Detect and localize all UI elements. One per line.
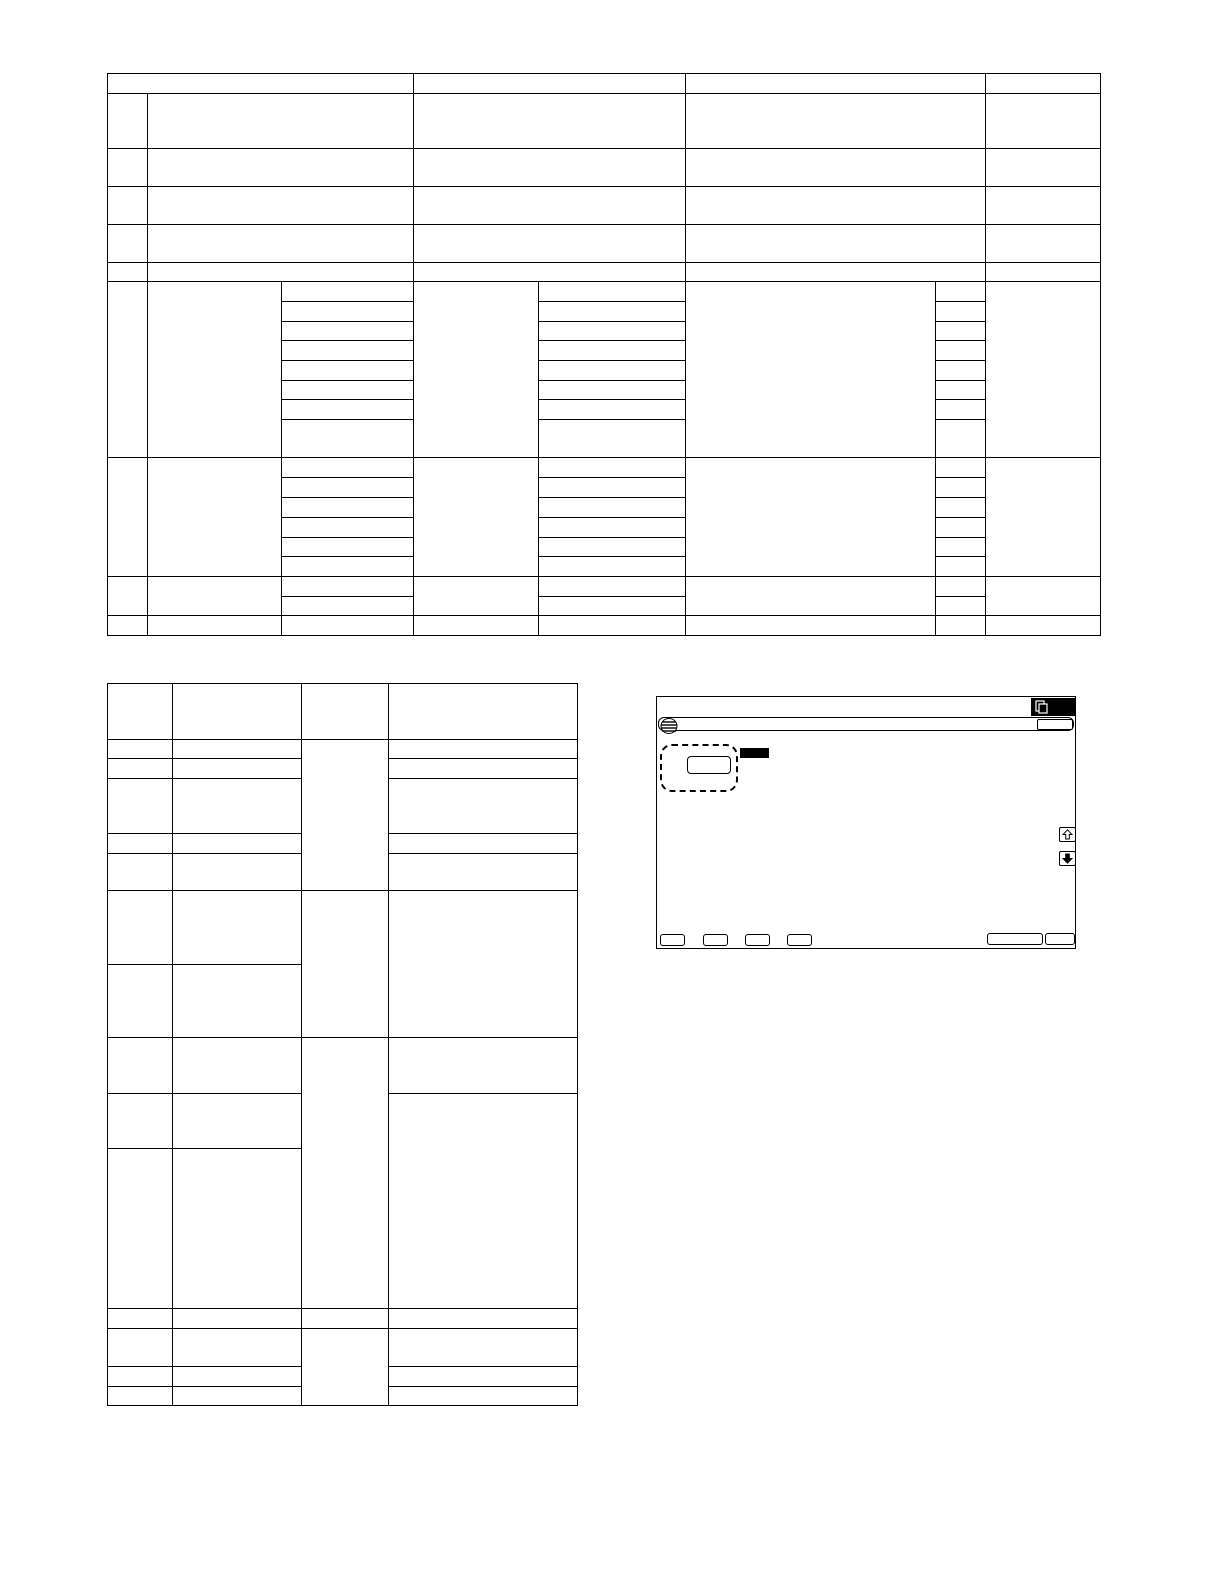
sub-rule — [538, 399, 685, 400]
bottom-table-col — [172, 683, 173, 1406]
sub-rule — [538, 340, 685, 341]
bottom-table-rule — [107, 1328, 578, 1329]
sub-rule — [538, 596, 685, 597]
sub-rule — [538, 419, 685, 420]
bottom-table-rule — [388, 1093, 578, 1094]
top-table-rule — [107, 262, 1101, 263]
footer-right-button-2[interactable] — [1045, 933, 1075, 945]
sub-rule — [935, 321, 985, 322]
bottom-table-rule — [107, 890, 578, 891]
sub-rule — [935, 596, 985, 597]
bottom-table-rule — [107, 778, 301, 779]
arrow-down-icon — [1062, 853, 1073, 864]
menu-lines-icon[interactable] — [660, 717, 678, 735]
sub-rule — [538, 537, 685, 538]
sub-rule — [281, 596, 413, 597]
panel-subheader — [658, 717, 1074, 731]
bottom-table-rule — [388, 833, 578, 834]
top-table-rule — [107, 457, 1101, 458]
sub-rule — [935, 419, 985, 420]
top-table-col — [413, 281, 414, 636]
selected-option-button[interactable] — [687, 756, 731, 774]
bottom-table — [107, 683, 578, 1406]
sub-rule — [935, 477, 985, 478]
sub-rule — [281, 517, 413, 518]
bottom-table-rule — [107, 739, 578, 740]
bottom-table-col — [301, 683, 302, 1406]
scroll-down-button[interactable] — [1059, 851, 1076, 866]
bottom-table-rule — [107, 964, 301, 965]
bottom-table-rule — [107, 1366, 301, 1367]
sub-rule — [935, 517, 985, 518]
copy-mode-icon[interactable] — [1031, 698, 1075, 716]
top-table — [107, 73, 1101, 636]
top-table-rule — [107, 186, 1101, 187]
top-table-col — [935, 281, 936, 636]
top-table-col — [281, 281, 282, 636]
bottom-table-rule — [388, 758, 578, 759]
sub-rule — [281, 399, 413, 400]
sub-rule — [935, 399, 985, 400]
footer-button-4[interactable] — [787, 934, 812, 946]
sub-rule — [281, 419, 413, 420]
sub-rule — [281, 556, 413, 557]
sub-rule — [538, 556, 685, 557]
top-table-col — [413, 73, 414, 281]
top-table-rule — [107, 281, 1101, 282]
top-table-col — [985, 73, 986, 636]
sub-rule — [281, 380, 413, 381]
sub-rule — [538, 497, 685, 498]
top-table-rule — [107, 93, 1101, 94]
bottom-table-rule — [388, 1366, 578, 1367]
footer-button-3[interactable] — [745, 934, 770, 946]
sub-rule — [935, 360, 985, 361]
sub-rule — [935, 380, 985, 381]
sub-rule — [538, 517, 685, 518]
arrow-up-icon — [1062, 829, 1073, 840]
bottom-table-rule — [388, 853, 578, 854]
sub-rule — [538, 477, 685, 478]
top-table-rule — [107, 615, 1101, 616]
control-panel-screen — [656, 696, 1076, 949]
top-table-rule — [107, 576, 1101, 577]
sub-rule — [538, 321, 685, 322]
bottom-table-rule — [107, 853, 301, 854]
sub-rule — [935, 537, 985, 538]
sub-rule — [281, 477, 413, 478]
footer-button-2[interactable] — [703, 934, 728, 946]
top-table-rule — [107, 224, 1101, 225]
bottom-table-rule — [107, 1148, 301, 1149]
subheader-right-button[interactable] — [1037, 719, 1073, 730]
sub-rule — [281, 321, 413, 322]
sub-rule — [935, 556, 985, 557]
sub-rule — [935, 340, 985, 341]
footer-button-1[interactable] — [660, 934, 685, 946]
bottom-table-col — [388, 683, 389, 1406]
sub-rule — [935, 497, 985, 498]
sub-rule — [281, 537, 413, 538]
bottom-table-rule — [107, 758, 301, 759]
sub-rule — [281, 497, 413, 498]
highlight-label — [740, 748, 769, 758]
bottom-table-rule — [388, 1386, 578, 1387]
bottom-table-rule — [107, 833, 301, 834]
sub-rule — [281, 340, 413, 341]
sub-rule — [538, 360, 685, 361]
sub-rule — [538, 380, 685, 381]
scroll-up-button[interactable] — [1059, 827, 1076, 842]
sub-rule — [935, 301, 985, 302]
bottom-table-rule — [107, 1093, 301, 1094]
sub-rule — [281, 301, 413, 302]
sub-rule — [538, 301, 685, 302]
top-table-col — [685, 281, 686, 636]
bottom-table-rule — [388, 778, 578, 779]
top-table-col — [147, 93, 148, 636]
top-table-col — [538, 281, 539, 636]
bottom-table-rule — [107, 1308, 578, 1309]
bottom-table-rule — [107, 1386, 301, 1387]
bottom-table-rule — [107, 1037, 578, 1038]
sub-rule — [281, 360, 413, 361]
footer-right-button-1[interactable] — [987, 933, 1043, 945]
top-table-rule — [107, 148, 1101, 149]
top-table-col — [685, 73, 686, 281]
